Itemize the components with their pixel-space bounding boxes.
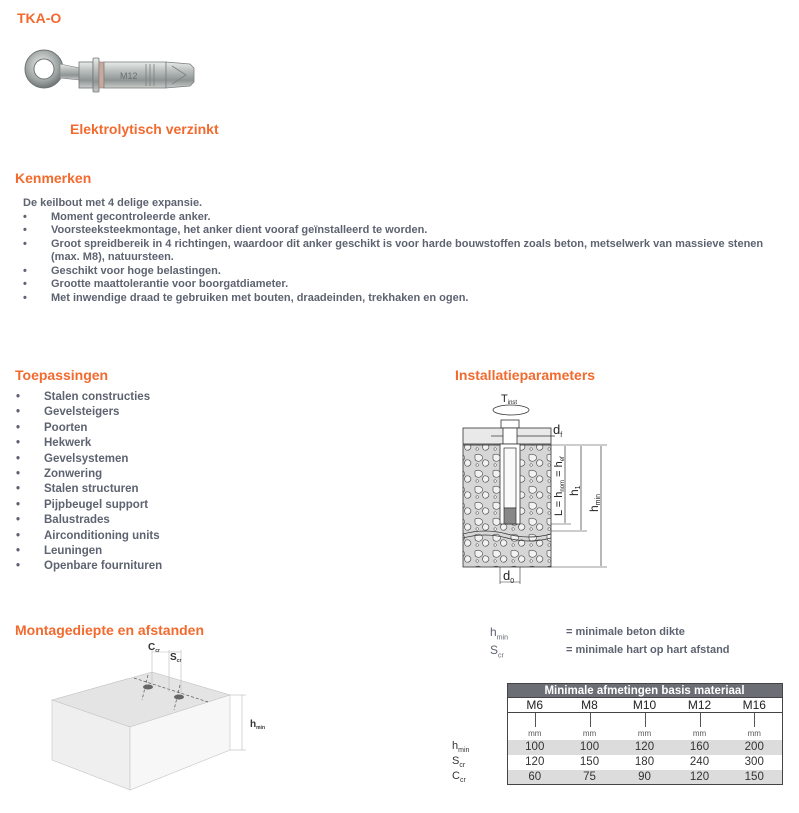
list-item: • Grootte maattolerantie voor boorgatdiameter.	[23, 278, 289, 290]
installation-diagram	[455, 388, 615, 588]
bullet-icon: •	[16, 391, 21, 403]
t-inst-label: Tinst	[501, 393, 518, 406]
bullet-icon: •	[16, 452, 21, 465]
list-item: • Hekwerk	[16, 436, 316, 451]
bullet-icon: •	[16, 498, 21, 511]
list-item: • Leuningen	[16, 544, 316, 559]
bullet-icon: •	[16, 468, 21, 481]
list-item: • Groot spreidbereik in 4 richtingen, waardoor dit anker geschikt is voor harde bouwstoffen zoals beton, metselwerk van massieve stenen (max. M8), natuursteen.	[23, 237, 764, 263]
kenmerken-section	[23, 197, 783, 305]
list-item: • Poorten	[16, 421, 316, 436]
bullet-icon: •	[23, 291, 27, 304]
row-label: $C_{cr}$	[452, 769, 466, 785]
row-label: $h_{min}$	[452, 739, 470, 755]
kenmerken-list	[23, 211, 783, 306]
scr-label: $S_{cr}$	[170, 652, 182, 664]
eye-bolt-anchor-image	[22, 42, 202, 106]
toepassingen-heading: Toepassingen	[15, 367, 109, 383]
product-title: TKA-O	[17, 10, 62, 26]
ccr-label: $C_{cr}$	[148, 642, 160, 654]
legend-row: $S_{cr}$ = minimale hart op hart afstand	[490, 643, 730, 660]
bullet-icon: •	[16, 514, 21, 527]
symbol-legend	[490, 626, 730, 663]
dimensions-table	[450, 683, 783, 785]
bullet-icon: •	[23, 278, 27, 290]
bullet-icon: •	[23, 224, 27, 236]
d0-label: $d_0$	[503, 568, 515, 585]
list-item: • Voorsteeksteekmontage, het anker dient vooraf geïnstalleerd te worden.	[23, 224, 428, 236]
list-item: • Airconditioning units	[16, 529, 316, 544]
bullet-icon: •	[16, 545, 21, 558]
bullet-icon: •	[16, 437, 21, 450]
df-label: $d_f$	[553, 422, 563, 439]
size-header: M16	[727, 698, 782, 713]
table-caption: Minimale afmetingen basis materiaal	[507, 684, 782, 698]
bullet-icon: •	[16, 483, 21, 496]
list-item: • Stalen structuren	[16, 482, 316, 497]
l-hnom-hef-label: L = hnom = hef	[553, 456, 566, 516]
montage-heading: Montagediepte en afstanden	[15, 622, 205, 638]
toepassingen-list	[16, 390, 316, 575]
list-item: • Moment gecontroleerde anker.	[23, 210, 211, 223]
bullet-icon: •	[16, 529, 21, 542]
list-item: • Gevelsystemen	[16, 452, 316, 467]
row-label: $S_{cr}$	[452, 754, 466, 770]
unit-cell: mm	[727, 713, 782, 740]
list-item: • Pijpbeugel support	[16, 498, 316, 513]
hmin-block-label: $h_{min}$	[250, 719, 265, 731]
bullet-icon: •	[16, 560, 21, 573]
bullet-icon: •	[23, 210, 27, 223]
legend-row: $h_{min}$ = minimale beton dikte	[490, 625, 685, 642]
montage-block-diagram	[40, 640, 290, 800]
list-item: • Gevelsteigers	[16, 405, 316, 420]
unit-cell: mm	[672, 713, 727, 740]
list-item: • Balustrades	[16, 513, 316, 528]
list-item: • Openbare fournituren	[16, 559, 316, 574]
kenmerken-intro: De keilbout met 4 delige expansie.	[23, 197, 203, 209]
unit-cell: mm	[507, 713, 562, 740]
bullet-icon: •	[16, 421, 21, 434]
list-item: • Stalen constructies	[16, 390, 316, 405]
unit-cell: mm	[617, 713, 672, 740]
hmin-label: hmin	[587, 494, 602, 512]
bullet-icon: •	[16, 406, 21, 419]
size-marking: M12	[120, 71, 138, 81]
finish-label: Elektrolytisch verzinkt	[70, 121, 219, 137]
table-row: $C_{cr}$ 60 75 90 120 150	[450, 770, 782, 785]
unit-cell: mm	[562, 713, 617, 740]
list-item: • Met inwendige draad te gebruiken met bouten, draadeinden, trekhaken en ogen.	[23, 291, 469, 304]
list-item: • Zonwering	[16, 467, 316, 482]
bullet-icon: •	[23, 264, 27, 277]
table-row: $h_{min}$ 100 100 120 160 200	[450, 740, 782, 755]
size-header: M10	[617, 698, 672, 713]
kenmerken-heading: Kenmerken	[15, 170, 92, 186]
table-row: $S_{cr}$ 120 150 180 240 300	[450, 755, 782, 770]
bullet-icon: •	[23, 237, 27, 250]
size-header: M12	[672, 698, 727, 713]
size-header: M8	[562, 698, 617, 713]
installatie-heading: Installatieparameters	[455, 367, 596, 383]
size-header: M6	[507, 698, 562, 713]
h1-label: h1	[567, 485, 582, 496]
list-item: • Geschikt voor hoge belastingen.	[23, 264, 221, 277]
